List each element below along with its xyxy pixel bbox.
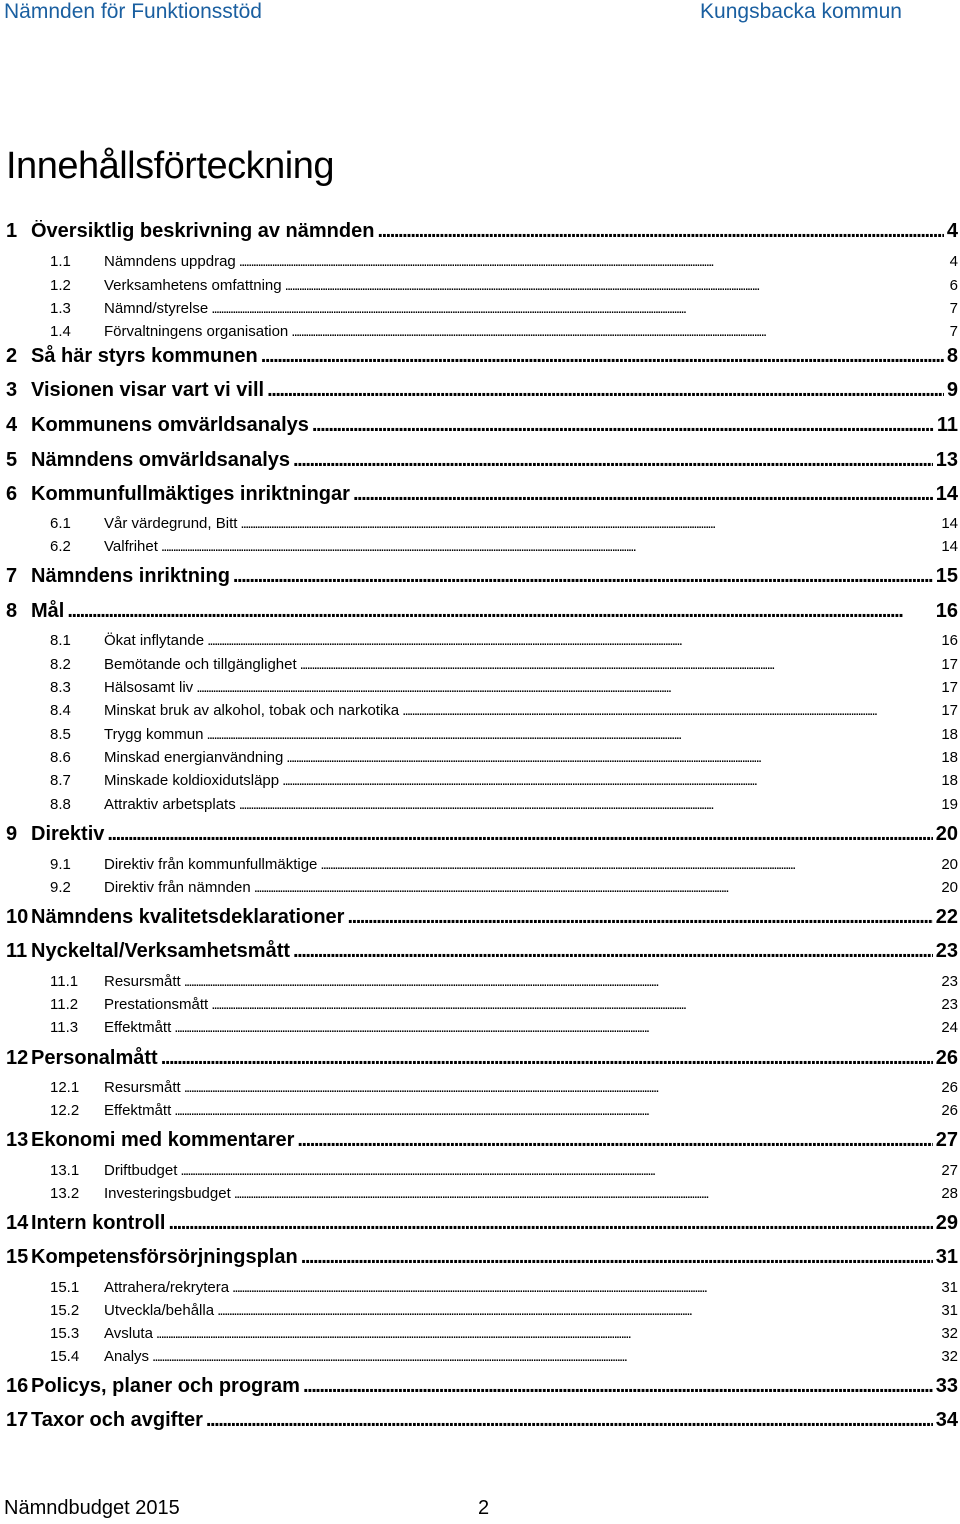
toc-entry-number: 5: [6, 449, 18, 471]
toc-dot-leader: [293, 449, 933, 472]
toc-entry-number: 2: [6, 345, 18, 367]
toc-subentry[interactable]: [50, 300, 958, 322]
toc-subentry[interactable]: [50, 515, 958, 537]
toc-entry-label: Vår värdegrund, Bitt: [104, 515, 238, 532]
toc-dot-leader: [184, 1079, 939, 1096]
toc-entry-page: 32: [941, 1348, 958, 1365]
toc-entry-label: Minskat bruk av alkohol, tobak och narkotika: [104, 702, 400, 719]
toc-entry-label: Förvaltningens organisation: [104, 323, 289, 340]
toc-entry-number: 8.4: [50, 702, 71, 719]
toc-entry[interactable]: [6, 449, 958, 477]
toc-entry-number: 15.3: [50, 1325, 80, 1342]
toc-entry-label: Effektmått: [104, 1019, 172, 1036]
toc-entry-page: 18: [941, 726, 958, 743]
toc-entry-number: 14: [6, 1212, 29, 1234]
toc-entry-label: Trygg kommun: [104, 726, 204, 743]
toc-entry-number: 12.1: [50, 1079, 80, 1096]
toc-entry-number: 1.4: [50, 323, 71, 340]
toc-dot-leader: [206, 726, 938, 743]
toc-entry-number: 13.1: [50, 1162, 80, 1179]
toc-entry-page: 16: [941, 632, 958, 649]
toc-entry-number: 8.6: [50, 749, 71, 766]
toc-entry[interactable]: [6, 1129, 958, 1157]
toc-subentry[interactable]: [50, 1302, 958, 1324]
toc-entry-number: 1.2: [50, 277, 71, 294]
toc-entry-label: Effektmått: [104, 1102, 172, 1119]
toc-entry-label: Nämndens uppdrag: [104, 253, 236, 270]
toc-dot-leader: [254, 879, 939, 896]
toc-entry-number: 1.3: [50, 300, 71, 317]
toc-entry-number: 1: [6, 220, 18, 242]
toc-subentry[interactable]: [50, 1185, 958, 1207]
toc-entry-label: Resursmått: [104, 973, 181, 990]
toc-entry-number: 12: [6, 1047, 29, 1069]
toc-subentry[interactable]: [50, 679, 958, 701]
toc-entry-page: 17: [941, 702, 958, 719]
toc-entry-label: Minskad energianvändning: [104, 749, 284, 766]
toc-dot-leader: [267, 379, 944, 402]
header-municipality-name: Kungsbacka kommun: [700, 0, 902, 23]
toc-entry-number: 9.2: [50, 879, 71, 896]
toc-entry[interactable]: [6, 345, 958, 373]
toc-entry-page: 14: [941, 538, 958, 555]
toc-dot-leader: [211, 996, 938, 1013]
toc-entry-label: Direktiv: [31, 823, 105, 845]
toc-entry[interactable]: [6, 1375, 958, 1403]
toc-subentry[interactable]: [50, 772, 958, 794]
toc-entry[interactable]: [6, 1212, 958, 1240]
toc-subentry[interactable]: [50, 656, 958, 678]
toc-dot-leader: [293, 940, 933, 963]
toc-entry-page: 22: [935, 906, 958, 928]
toc-entry-number: 7: [6, 565, 18, 587]
toc-entry-page: 20: [935, 823, 958, 845]
toc-subentry[interactable]: [50, 1019, 958, 1041]
toc-entry-page: 28: [941, 1185, 958, 1202]
toc-dot-leader: [206, 1409, 933, 1432]
toc-entry-number: 15: [6, 1246, 29, 1268]
toc-subentry[interactable]: [50, 796, 958, 818]
toc-entry-page: 15: [935, 565, 958, 587]
toc-entry-page: 14: [941, 515, 958, 532]
toc-entry-page: 6: [949, 277, 958, 294]
header-committee-name: Nämnden för Funktionsstöd: [4, 0, 262, 23]
toc-dot-leader: [377, 220, 943, 243]
toc-subentry[interactable]: [50, 253, 958, 275]
toc-entry-label: Utveckla/behålla: [104, 1302, 215, 1319]
toc-entry[interactable]: [6, 906, 958, 934]
toc-dot-leader: [301, 1246, 933, 1269]
toc-entry-page: 11: [936, 414, 958, 436]
toc-dot-leader: [184, 973, 939, 990]
toc-entry-page: 17: [941, 656, 958, 673]
toc-entry[interactable]: [6, 940, 958, 968]
toc-entry-page: 9: [946, 379, 958, 401]
toc-entry-number: 6.1: [50, 515, 71, 532]
toc-subentry[interactable]: [50, 749, 958, 771]
toc-subentry[interactable]: [50, 973, 958, 995]
toc-entry-number: 15.1: [50, 1279, 80, 1296]
toc-entry-number: 15.4: [50, 1348, 80, 1365]
toc-entry-number: 3: [6, 379, 18, 401]
toc-subentry[interactable]: [50, 702, 958, 724]
toc-entry-label: Intern kontroll: [31, 1212, 166, 1234]
toc-entry-page: 34: [935, 1409, 958, 1431]
toc-dot-leader: [174, 1019, 938, 1036]
toc-entry-label: Nämndens omvärldsanalys: [31, 449, 290, 471]
toc-entry-label: Resursmått: [104, 1079, 181, 1096]
toc-entry-page: 18: [941, 772, 958, 789]
toc-entry[interactable]: [6, 565, 958, 593]
toc-entry[interactable]: [6, 1409, 958, 1437]
toc-entry-number: 8.7: [50, 772, 71, 789]
toc-title: Innehållsförteckning: [6, 145, 334, 187]
toc-dot-leader: [285, 277, 947, 294]
toc-entry[interactable]: [6, 1047, 958, 1075]
toc-entry-page: 20: [941, 856, 958, 873]
toc-entry-page: 26: [941, 1102, 958, 1119]
toc-entry-page: 27: [935, 1129, 958, 1151]
toc-dot-leader: [240, 515, 938, 532]
toc-entry-label: Direktiv från kommunfullmäktige: [104, 856, 318, 873]
toc-entry-label: Personalmått: [31, 1047, 158, 1069]
toc-entry-label: Avsluta: [104, 1325, 153, 1342]
toc-dot-leader: [107, 823, 932, 846]
toc-dot-leader: [291, 323, 946, 340]
toc-entry-page: 14: [935, 483, 958, 505]
toc-entry-label: Nämndens inriktning: [31, 565, 230, 587]
toc-dot-leader: [180, 1162, 938, 1179]
toc-subentry[interactable]: [50, 1325, 958, 1347]
toc-entry-number: 9: [6, 823, 18, 845]
toc-entry-page: 16: [935, 600, 958, 622]
toc-entry-page: 24: [941, 1019, 958, 1036]
toc-entry-number: 4: [6, 414, 18, 436]
toc-entry-label: Prestationsmått: [104, 996, 209, 1013]
toc-entry-page: 33: [935, 1375, 958, 1397]
toc-entry-number: 8: [6, 600, 18, 622]
toc-dot-leader: [320, 856, 938, 873]
toc-dot-leader: [239, 253, 947, 270]
toc-entry-label: Taxor och avgifter: [31, 1409, 203, 1431]
toc-entry-label: Valfrihet: [104, 538, 158, 555]
toc-dot-leader: [67, 600, 932, 623]
toc-subentry[interactable]: [50, 277, 958, 299]
toc-entry-label: Bemötande och tillgänglighet: [104, 656, 297, 673]
toc-dot-leader: [303, 1375, 933, 1398]
toc-subentry[interactable]: [50, 1348, 958, 1370]
toc-entry-page: 7: [949, 323, 958, 340]
toc-entry-label: Visionen visar vart vi vill: [31, 379, 265, 401]
toc-dot-leader: [347, 906, 932, 929]
toc-dot-leader: [353, 483, 933, 506]
toc-entry-label: Ökat inflytande: [104, 632, 205, 649]
toc-entry-label: Hälsosamt liv: [104, 679, 194, 696]
toc-subentry[interactable]: [50, 856, 958, 878]
toc-dot-leader: [286, 749, 938, 766]
toc-entry-page: 8: [946, 345, 958, 367]
toc-dot-leader: [207, 632, 938, 649]
toc-entry-number: 8.2: [50, 656, 71, 673]
toc-entry-label: Översiktlig beskrivning av nämnden: [31, 220, 375, 242]
toc-entry-number: 16: [6, 1375, 29, 1397]
toc-dot-leader: [211, 300, 946, 317]
toc-entry-label: Policys, planer och program: [31, 1375, 300, 1397]
toc-dot-leader: [300, 656, 939, 673]
toc-entry-page: 17: [941, 679, 958, 696]
toc-entry-page: 4: [946, 220, 958, 242]
toc-entry[interactable]: [6, 823, 958, 851]
toc-dot-leader: [161, 538, 938, 555]
toc-entry-label: Så här styrs kommunen: [31, 345, 258, 367]
toc-subentry[interactable]: [50, 632, 958, 654]
toc-entry-label: Nämnd/styrelse: [104, 300, 209, 317]
toc-entry-page: 23: [935, 940, 958, 962]
toc-entry-label: Nämndens kvalitetsdeklarationer: [31, 906, 345, 928]
toc-dot-leader: [232, 1279, 938, 1296]
toc-entry-page: 20: [941, 879, 958, 896]
toc-entry-number: 1.1: [50, 253, 71, 270]
toc-entry-number: 13: [6, 1129, 29, 1151]
toc-subentry[interactable]: [50, 1102, 958, 1124]
toc-entry-number: 8.1: [50, 632, 71, 649]
toc-dot-leader: [196, 679, 938, 696]
toc-entry-label: Kommunfullmäktiges inriktningar: [31, 483, 350, 505]
toc-subentry[interactable]: [50, 1079, 958, 1101]
toc-entry-page: 32: [941, 1325, 958, 1342]
toc-dot-leader: [234, 1185, 939, 1202]
toc-dot-leader: [174, 1102, 938, 1119]
toc-subentry[interactable]: [50, 996, 958, 1018]
toc-dot-leader: [239, 796, 939, 813]
toc-entry-label: Attrahera/rekrytera: [104, 1279, 230, 1296]
toc-entry-page: 23: [941, 973, 958, 990]
toc-entry-page: 13: [935, 449, 958, 471]
toc-dot-leader: [152, 1348, 938, 1365]
toc-entry-label: Attraktiv arbetsplats: [104, 796, 236, 813]
toc-entry-page: 18: [941, 749, 958, 766]
toc-entry[interactable]: [6, 600, 958, 628]
toc-dot-leader: [233, 565, 933, 588]
toc-entry-number: 8.3: [50, 679, 71, 696]
toc-entry-label: Kommunens omvärldsanalys: [31, 414, 309, 436]
toc-entry[interactable]: [6, 220, 958, 248]
toc-dot-leader: [156, 1325, 938, 1342]
toc-entry-number: 6: [6, 483, 18, 505]
toc-dot-leader: [168, 1212, 932, 1235]
toc-dot-leader: [282, 772, 938, 789]
toc-subentry[interactable]: [50, 323, 958, 345]
footer-document-name: Nämndbudget 2015: [4, 1497, 180, 1519]
toc-subentry[interactable]: [50, 538, 958, 560]
toc-entry-number: 13.2: [50, 1185, 80, 1202]
toc-entry[interactable]: [6, 1246, 958, 1274]
toc-dot-leader: [402, 702, 938, 719]
toc-entry-label: Minskade koldioxidutsläpp: [104, 772, 280, 789]
toc-entry-number: 15.2: [50, 1302, 80, 1319]
toc-entry-number: 11: [6, 940, 28, 962]
toc-dot-leader: [261, 345, 944, 368]
toc-entry-number: 11.3: [50, 1019, 79, 1036]
toc-entry-number: 9.1: [50, 856, 71, 873]
toc-entry-label: Investeringsbudget: [104, 1185, 231, 1202]
toc-entry-page: 26: [935, 1047, 958, 1069]
toc-entry-label: Direktiv från nämnden: [104, 879, 251, 896]
toc-entry-label: Ekonomi med kommentarer: [31, 1129, 295, 1151]
toc-subentry[interactable]: [50, 726, 958, 748]
toc-entry-number: 12.2: [50, 1102, 80, 1119]
toc-entry-page: 31: [935, 1246, 958, 1268]
toc-entry-number: 8.5: [50, 726, 71, 743]
toc-subentry[interactable]: [50, 879, 958, 901]
toc-entry-page: 29: [935, 1212, 958, 1234]
toc-entry[interactable]: [6, 414, 958, 442]
toc-entry-label: Kompetensförsörjningsplan: [31, 1246, 298, 1268]
toc-entry-page: 31: [941, 1279, 958, 1296]
toc-entry-number: 10: [6, 906, 29, 928]
toc-entry-label: Nyckeltal/Verksamhetsmått: [31, 940, 291, 962]
toc-entry-number: 11.1: [50, 973, 79, 990]
toc-entry-number: 11.2: [50, 996, 79, 1013]
toc-dot-leader: [217, 1302, 938, 1319]
toc-entry-page: 7: [949, 300, 958, 317]
toc-entry-label: Verksamhetens omfattning: [104, 277, 282, 294]
toc-entry[interactable]: [6, 483, 958, 511]
toc-entry-page: 31: [941, 1302, 958, 1319]
toc-entry-page: 27: [941, 1162, 958, 1179]
toc-entry-number: 17: [6, 1409, 29, 1431]
toc-entry-label: Analys: [104, 1348, 150, 1365]
toc-entry-label: Driftbudget: [104, 1162, 178, 1179]
toc-entry-number: 8.8: [50, 796, 71, 813]
toc-entry-number: 6.2: [50, 538, 71, 555]
toc-dot-leader: [312, 414, 934, 437]
toc-dot-leader: [161, 1047, 933, 1070]
toc-entry-label: Mål: [31, 600, 65, 622]
toc-entry-page: 4: [949, 253, 958, 270]
footer-page-number: 2: [478, 1497, 490, 1519]
toc-dot-leader: [297, 1129, 932, 1152]
toc-entry-page: 26: [941, 1079, 958, 1096]
toc-subentry[interactable]: [50, 1279, 958, 1301]
toc-entry-page: 19: [941, 796, 958, 813]
toc-entry[interactable]: [6, 379, 958, 407]
toc-entry-page: 23: [941, 996, 958, 1013]
toc-subentry[interactable]: [50, 1162, 958, 1184]
